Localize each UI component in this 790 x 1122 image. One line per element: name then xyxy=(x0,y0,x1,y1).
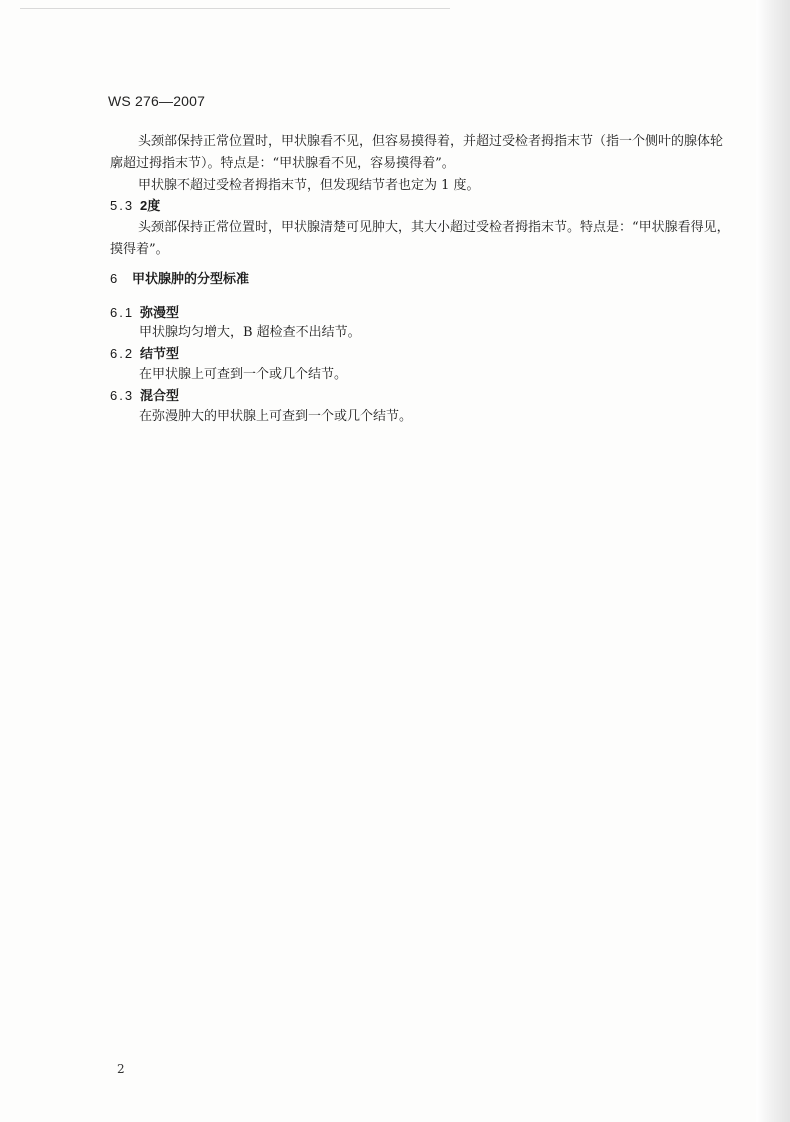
section-6-2-title: 结节型 xyxy=(140,346,180,361)
scan-top-line xyxy=(20,8,450,9)
section-6-1-text: 甲状腺均匀增大，B 超检查不出结节。 xyxy=(139,325,361,340)
section-5-3-heading xyxy=(110,196,160,216)
section-6-2-text: 在甲状腺上可查到一个或几个结节。 xyxy=(139,367,348,382)
section-6-3-heading xyxy=(110,386,179,406)
section-6-2-heading xyxy=(110,344,179,364)
section-6-2-number: 6.2 xyxy=(110,346,135,361)
section-6-heading xyxy=(110,269,249,289)
section-6-1-heading xyxy=(110,303,179,323)
section-6-3-number: 6.3 xyxy=(110,388,135,403)
standard-code-header: WS 276—2007 xyxy=(108,93,206,109)
page-number: 2 xyxy=(117,1062,125,1076)
section-5-2-paragraph-2: 甲状腺不超过受检者拇指末节，但发现结节者也定为 1 度。 xyxy=(138,178,480,193)
section-6-3-text: 在弥漫肿大的甲状腺上可查到一个或几个结节。 xyxy=(139,409,413,424)
scan-shadow-edge xyxy=(756,0,790,1122)
section-5-3-number: 5.3 xyxy=(110,198,135,213)
section-6-1-title: 弥漫型 xyxy=(140,305,180,320)
section-5-2-paragraph-1: 头颈部保持正常位置时，甲状腺看不见，但容易摸得着，并超过受检者拇指末节（指一个侧叶的腺体轮廓超过拇指末节）。特点是：“甲状腺看不见，容易摸得着”。 xyxy=(110,134,724,171)
section-6-title: 甲状腺肿的分型标准 xyxy=(132,271,250,286)
section-5-3-paragraph: 头颈部保持正常位置时，甲状腺清楚可见肿大，其大小超过受检者拇指末节。特点是：“甲状腺看得见，摸得着”。 xyxy=(110,220,730,257)
section-6-3-title: 混合型 xyxy=(140,388,180,403)
section-6-1-number: 6.1 xyxy=(110,305,135,320)
section-5-3-title: 2度 xyxy=(140,198,161,213)
section-6-number: 6 xyxy=(110,271,120,286)
